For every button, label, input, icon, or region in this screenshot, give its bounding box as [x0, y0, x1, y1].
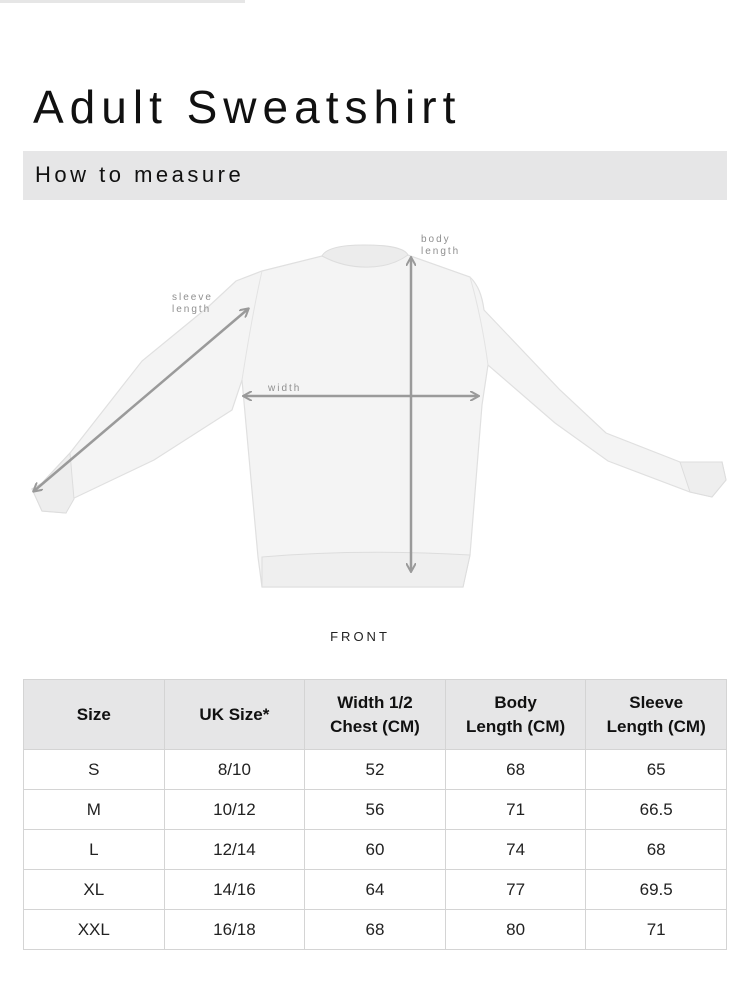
cell-uk-size: 8/10: [164, 750, 305, 790]
sweatshirt-shape: [32, 245, 726, 587]
page-title: Adult Sweatshirt: [33, 81, 462, 133]
cell-width: 52: [305, 750, 446, 790]
cell-body-length: 80: [445, 910, 586, 950]
header-body-length: Body Length (CM): [445, 680, 586, 750]
cell-size: M: [24, 790, 165, 830]
table-row: [24, 870, 727, 910]
cell-width: 64: [305, 870, 446, 910]
sleeve-length-label-line1: sleeve: [172, 292, 213, 303]
cell-width: 56: [305, 790, 446, 830]
width-label: width: [268, 383, 302, 394]
cell-uk-size: 16/18: [164, 910, 305, 950]
header-sleeve-length: Sleeve Length (CM): [586, 680, 727, 750]
size-chart-table: [23, 679, 727, 950]
body-length-label-line2: length: [421, 246, 461, 257]
cell-body-length: 74: [445, 830, 586, 870]
table-row: [24, 790, 727, 830]
cell-width: 68: [305, 910, 446, 950]
top-divider: [0, 0, 245, 3]
cell-size: L: [24, 830, 165, 870]
cell-sleeve-length: 65: [586, 750, 727, 790]
cell-size: XL: [24, 870, 165, 910]
cell-sleeve-length: 66.5: [586, 790, 727, 830]
cell-uk-size: 12/14: [164, 830, 305, 870]
table-row: [24, 910, 727, 950]
header-width: Width 1/2 Chest (CM): [305, 680, 446, 750]
cell-sleeve-length: 68: [586, 830, 727, 870]
cell-body-length: 77: [445, 870, 586, 910]
cell-size: S: [24, 750, 165, 790]
cell-sleeve-length: 69.5: [586, 870, 727, 910]
header-uk-size: UK Size*: [164, 680, 305, 750]
header-size: Size: [24, 680, 165, 750]
cell-uk-size: 10/12: [164, 790, 305, 830]
measurement-diagram: [0, 215, 750, 615]
cell-size: XXL: [24, 910, 165, 950]
cell-width: 60: [305, 830, 446, 870]
cell-sleeve-length: 71: [586, 910, 727, 950]
cell-uk-size: 14/16: [164, 870, 305, 910]
table-header-row: [24, 680, 727, 750]
sleeve-length-label-line2: length: [172, 304, 212, 315]
section-title: How to measure: [35, 162, 245, 187]
table-row: [24, 830, 727, 870]
section-header: [23, 151, 727, 200]
body-length-label-line1: body: [421, 234, 451, 245]
cell-body-length: 71: [445, 790, 586, 830]
cell-body-length: 68: [445, 750, 586, 790]
view-label: FRONT: [330, 629, 390, 644]
table-row: [24, 750, 727, 790]
sweatshirt-illustration: [0, 215, 750, 615]
